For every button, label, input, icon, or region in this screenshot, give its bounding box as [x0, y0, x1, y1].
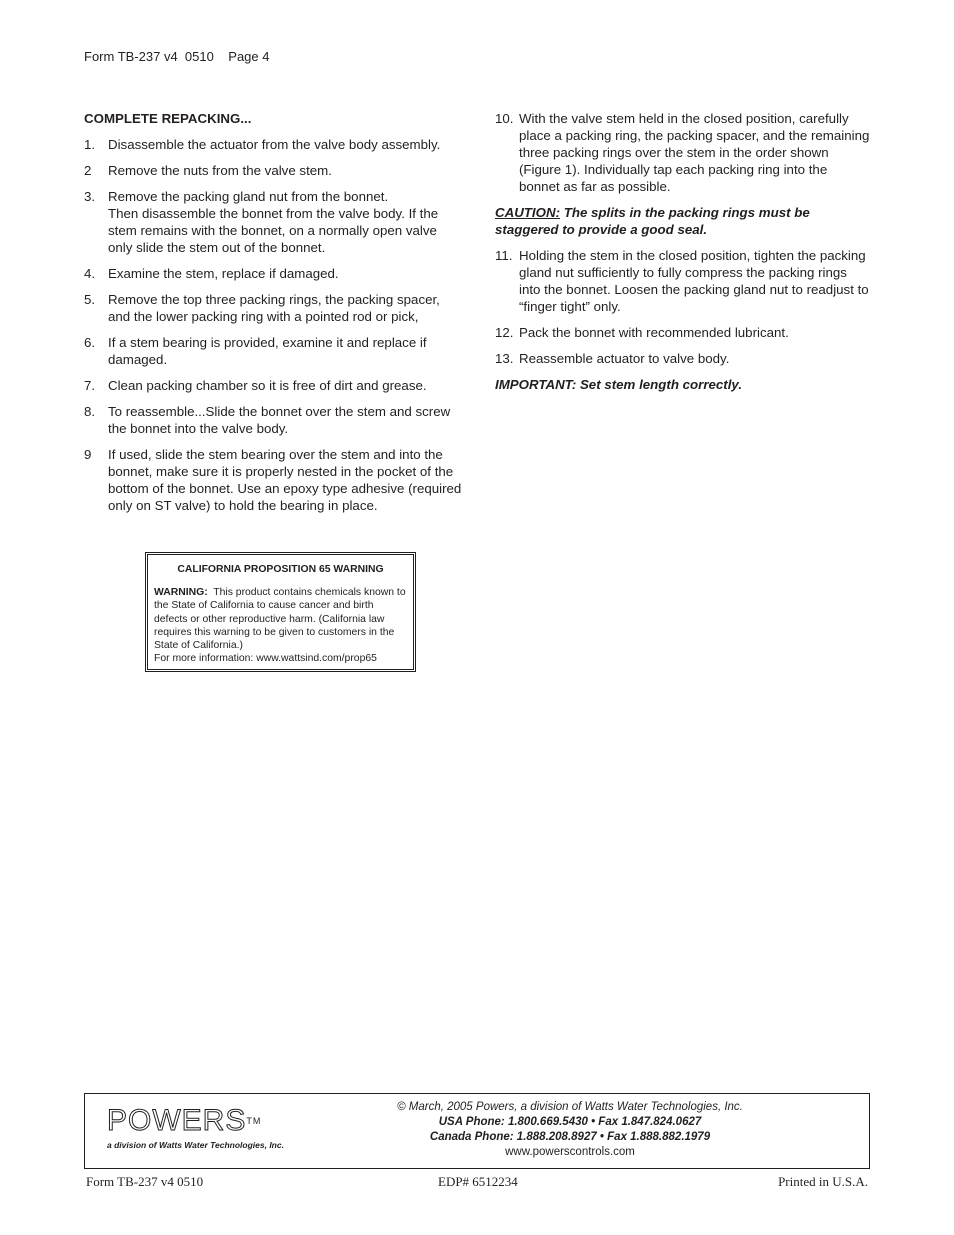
- item-number: 8.: [84, 404, 96, 419]
- prop65-body: [154, 586, 407, 652]
- list-item: [84, 136, 462, 153]
- item-text: Examine the stem, replace if damaged.: [108, 266, 339, 281]
- prop65-more-info: For more information: www.wattsind.com/prop65: [154, 653, 377, 665]
- item-text: Disassemble the actuator from the valve body assembly.: [108, 137, 441, 152]
- list-item: [84, 377, 462, 394]
- list-item: [495, 324, 870, 341]
- list-item: [84, 162, 462, 179]
- prop65-label: WARNING:: [154, 587, 208, 599]
- item-text: To reassemble...Slide the bonnet over the stem and screw the bonnet into the valve body.: [108, 404, 451, 436]
- right-column: [495, 110, 870, 393]
- item-number: 2: [84, 163, 92, 178]
- prop65-title: CALIFORNIA PROPOSITION 65 WARNING: [177, 564, 384, 575]
- item-number: 11.: [495, 248, 513, 263]
- item-text-line: Then disassemble the bonnet from the valve body. If the stem remains with the bonnet, on a normally open valve only slide the stem out of the bonnet.: [108, 206, 439, 255]
- list-item: [495, 110, 870, 195]
- list-item: [84, 265, 462, 282]
- list-item: [84, 403, 462, 437]
- left-column: [84, 110, 462, 523]
- list-item: [495, 350, 870, 367]
- copyright: © March, 2005 Powers, a division of Watts Water Technologies, Inc.: [397, 1101, 743, 1113]
- prop65-text: This product contains chemicals known to the State of California to cause cancer and birth defects or other reproductive harm. (California law requires this warning to be given to customers in the State of California.): [154, 587, 409, 652]
- page-header: Form TB-237 v4 0510 Page 4: [84, 49, 270, 64]
- item-number: 12.: [495, 325, 514, 340]
- powers-logo: [107, 1106, 284, 1150]
- item-number: 13.: [495, 351, 514, 366]
- item-number: 4.: [84, 266, 96, 281]
- item-text: [108, 188, 462, 256]
- item-number: 5.: [84, 292, 96, 307]
- item-number: 10.: [495, 111, 514, 126]
- item-text-line: Remove the packing gland nut from the bonnet.: [108, 189, 389, 204]
- item-text: Pack the bonnet with recommended lubricant.: [519, 325, 789, 340]
- item-text: Holding the stem in the closed position, tighten the packing gland nut sufficiently to fully compress the packing rings into the bonnet. Loosen the packing gland nut to readjust to “finger tight” only.: [519, 248, 869, 314]
- footer-box: [84, 1093, 870, 1169]
- item-text: If a stem bearing is provided, examine it and replace if damaged.: [108, 335, 427, 367]
- contact-info: [365, 1100, 775, 1160]
- important-note: IMPORTANT: Set stem length correctly.: [495, 377, 743, 392]
- logo-text: POWERS: [107, 1104, 247, 1137]
- item-text: Remove the nuts from the valve stem.: [108, 163, 332, 178]
- item-text: With the valve stem held in the closed position, carefully place a packing ring, the packing spacer, and the remaining three packing rings over the stem in the order shown (Figure 1). Individually tap each packing ring into the bonnet as far as possible.: [519, 111, 870, 194]
- item-text: Remove the top three packing rings, the packing spacer, and the lower packing ring with a pointed rod or pick,: [108, 292, 440, 324]
- trademark-mark: TM: [246, 1116, 262, 1126]
- edp-number: EDP# 6512234: [438, 1174, 518, 1189]
- list-item: [84, 291, 462, 325]
- item-text: Clean packing chamber so it is free of dirt and grease.: [108, 378, 427, 393]
- item-number: 3.: [84, 189, 96, 204]
- item-text: Reassemble actuator to valve body.: [519, 351, 730, 366]
- list-item: [84, 334, 462, 368]
- item-number: 9: [84, 447, 92, 462]
- item-text: If used, slide the stem bearing over the stem and into the bonnet, make sure it is properly nested in the pocket of the bottom of the bonnet. Use an epoxy type adhesive (required only on ST valve) to hold the bearing in place.: [108, 447, 462, 513]
- section-heading: COMPLETE REPACKING...: [84, 111, 252, 126]
- list-item: [84, 188, 462, 256]
- printed-in: Printed in U.S.A.: [778, 1174, 868, 1189]
- item-number: 1.: [84, 137, 96, 152]
- canada-phone: Canada Phone: 1.888.208.8927 • Fax 1.888.882.1979: [429, 1131, 711, 1143]
- item-number: 7.: [84, 378, 96, 393]
- list-item: [84, 446, 462, 514]
- form-number: Form TB-237 v4 0510: [86, 1174, 204, 1189]
- list-item: [495, 247, 870, 315]
- caution-note: [495, 204, 870, 238]
- logo-tagline: a division of Watts Water Technologies, Inc.: [107, 1140, 284, 1150]
- logo-wordmark: [107, 1106, 284, 1136]
- caution-label: CAUTION:: [495, 205, 560, 220]
- item-number: 6.: [84, 335, 96, 350]
- website-link[interactable]: www.powerscontrols.com: [505, 1146, 635, 1158]
- prop65-warning-box: [145, 552, 416, 672]
- usa-phone: USA Phone: 1.800.669.5430 • Fax 1.847.824.0627: [438, 1116, 702, 1128]
- caution-text: The splits in the packing rings must be staggered to provide a good seal.: [495, 205, 810, 237]
